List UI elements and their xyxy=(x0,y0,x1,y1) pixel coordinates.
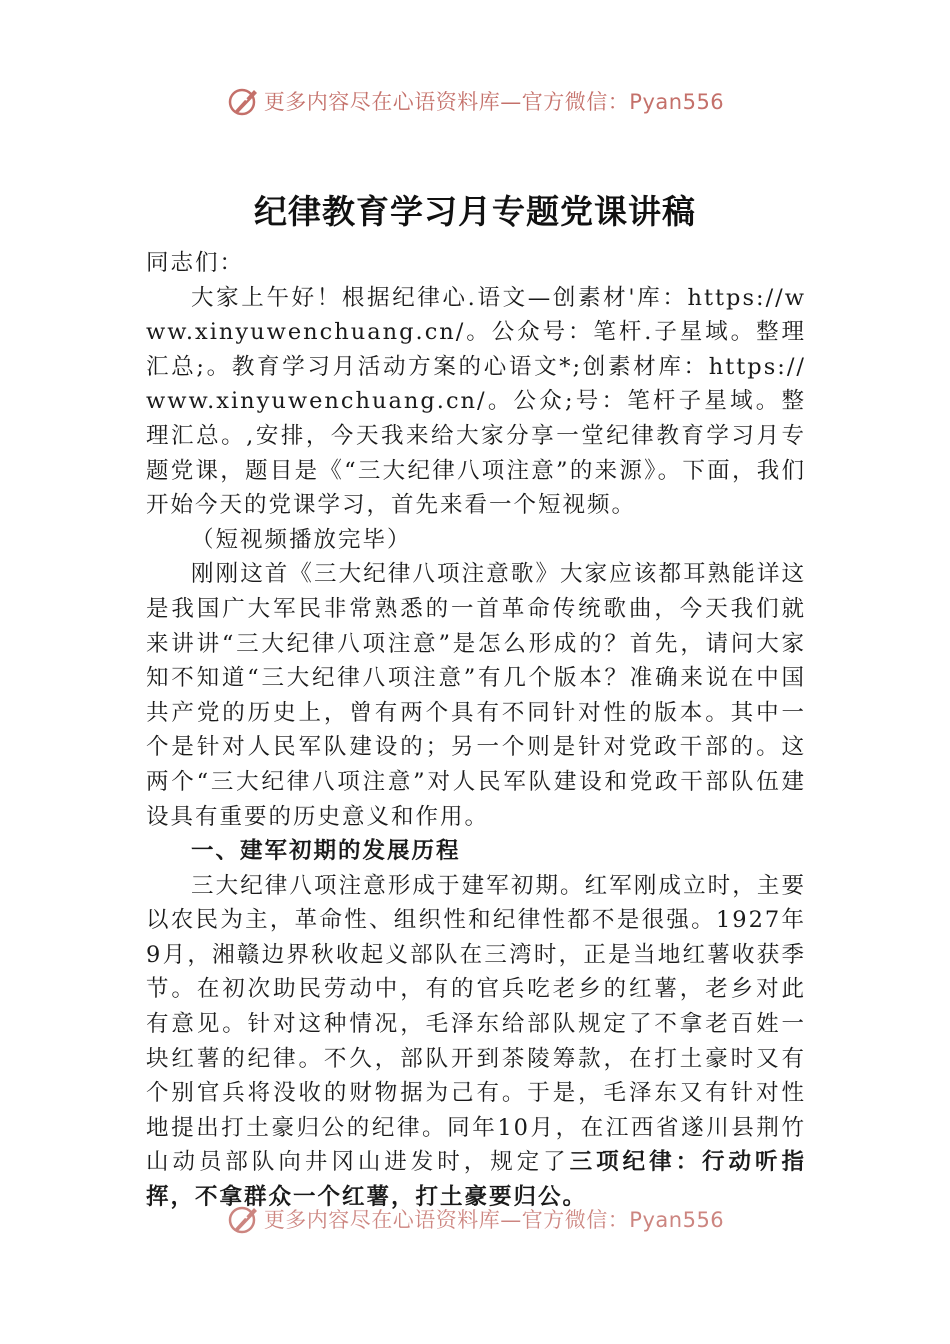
watermark-text: 更多内容尽在心语资料库—官方微信：Pyan556 xyxy=(263,1208,725,1232)
paragraph-history-text: 三大纪律八项注意形成于建军初期。红军刚成立时，主要以农民为主，革命性、组织性和纪律性都不是很强。1927年9月，湘赣边界秋收起义部队在三湾时，正是当地红薯收获季节。在初次助民劳动中，有的官兵吃老乡的红薯，老乡对此有意见。针对这种情况，毛泽东给部队规定了不拿老百姓一块红薯的纪律。不久，部队开到茶陵筹款，在打土豪时又有个别官兵将没收的财物据为己有。于是，毛泽东又有针对性地提出打土豪归公的纪律。同年10月，在江西省遂川县荆竹山动员部队向井冈山进发时，规定了 xyxy=(146,872,806,1176)
footer-watermark xyxy=(0,1202,950,1236)
paragraph-intro: 大家上午好！根据纪律心.语文—创素材'库：https://www.xinyuwenchuang.cn/。公众号：笔杆.子星域。整理汇总;。教育学习月活动方案的心语文*;创素材库：https://www.xinyuwenchuang.cn/。公众;号：笔杆子星域。整理汇总。,安排，今天我来给大家分享一堂纪律教育学习月专题党课，题目是《“三大纪律八项注意”的来源》。下面，我们开始今天的党课学习，首先来看一个短视频。 xyxy=(146,284,806,519)
paragraph-video-note: （短视频播放完毕） xyxy=(191,526,412,553)
section-heading-1: 一、建军初期的发展历程 xyxy=(191,838,461,865)
pen-circle-logo-icon xyxy=(226,84,260,118)
three-disciplines-bold: 三项纪律：行动听指挥，不拿群众一个红薯，打土豪要归公。 xyxy=(146,1149,806,1211)
paragraph-history xyxy=(146,869,806,1215)
header-watermark xyxy=(0,84,950,118)
paragraph-song: 刚刚这首《三大纪律八项注意歌》大家应该都耳熟能详这是我国广大军民非常熟悉的一首革命传统歌曲，今天我们就来讲讲“三大纪律八项注意”是怎么形成的？首先，请问大家知不知道“三大纪律八项注意”有几个版本？准确来说在中国共产党的历史上，曾有两个具有不同针对性的版本。其中一个是针对人民军队建设的；另一个则是针对党政干部的。这两个“三大纪律八项注意”对人民军队建设和党政干部队伍建设具有重要的历史意义和作用。 xyxy=(146,561,806,830)
document-body xyxy=(146,246,806,1215)
pen-circle-logo-icon xyxy=(226,1202,260,1236)
document-title: 纪律教育学习月专题党课讲稿 xyxy=(254,192,696,231)
salutation: 同志们： xyxy=(146,250,245,276)
watermark-text: 更多内容尽在心语资料库—官方微信：Pyan556 xyxy=(263,90,725,114)
